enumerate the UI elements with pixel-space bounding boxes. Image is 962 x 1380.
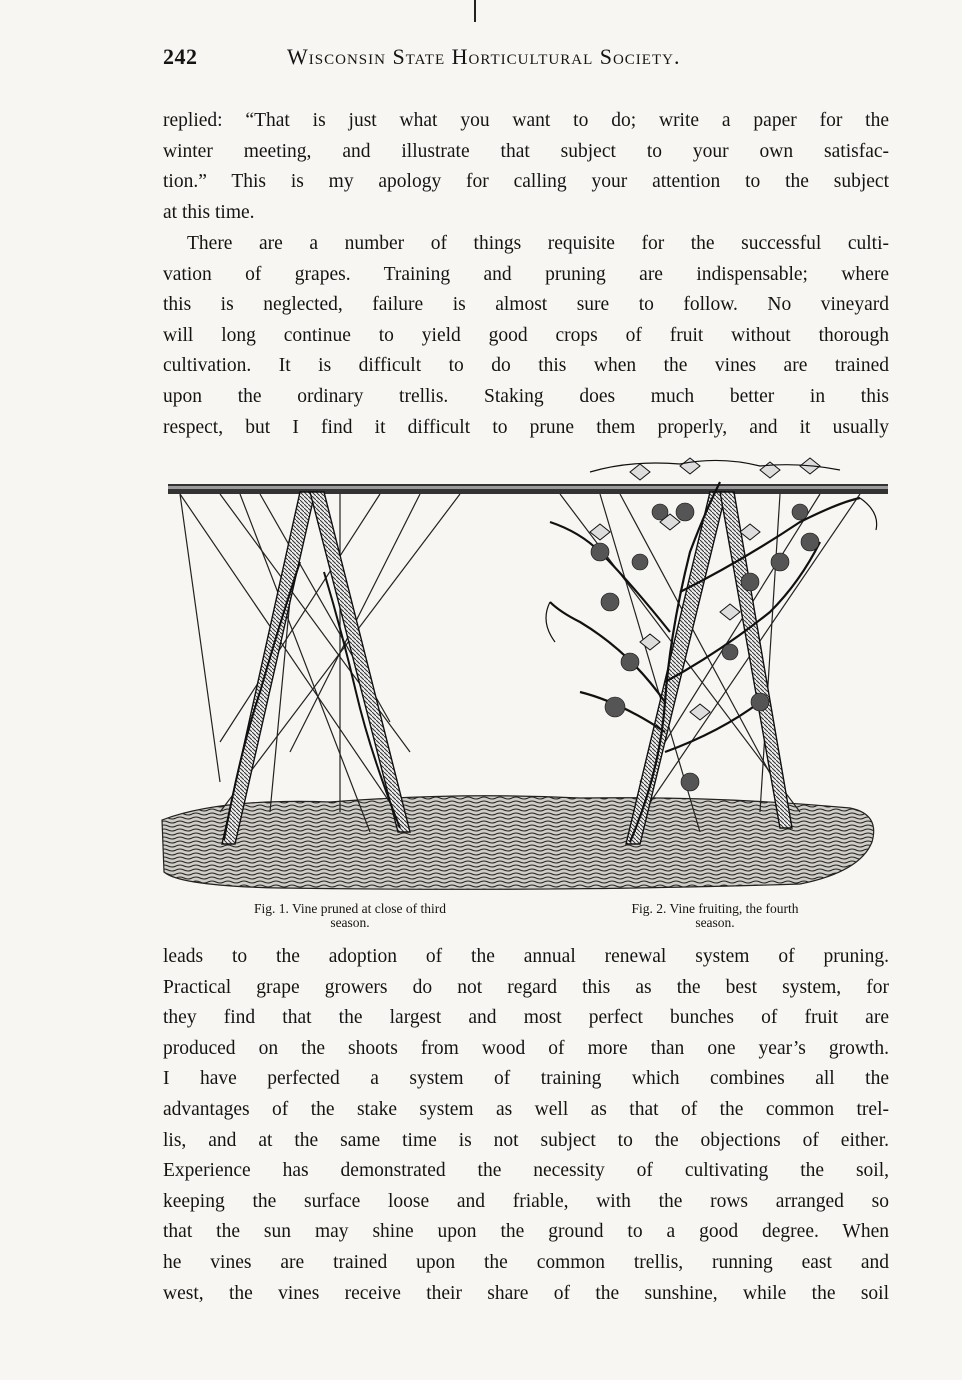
fig-1-trellis-wires (180, 494, 460, 832)
text-line: will long continue to yield good crops of fruit without thorough (163, 324, 889, 346)
caption-fig-2-line-1: Fig. 2. Vine fruiting, the fourth (631, 901, 799, 916)
text-line: cultivation. It is difficult to do this when the vines are trained (163, 355, 889, 377)
caption-fig-1 (190, 902, 510, 930)
scan-edge-mark (474, 0, 476, 22)
paragraph-renewal-system (163, 942, 889, 1309)
text-line: that the sun may shine upon the ground to a good degree. When (163, 1221, 889, 1243)
text-line: winter meeting, and illustrate that subject to your own satisfac- (163, 140, 889, 162)
text-line: Experience has demonstrated the necessity of cultivating the soil, (163, 1160, 889, 1182)
fig-2-leaves (590, 458, 820, 720)
text-line: lis, and at the same time is not subject to the objections of either. (163, 1129, 889, 1151)
caption-fig-2 (570, 902, 860, 930)
text-line: Practical grape growers do not regard this as the best system, for (163, 976, 889, 998)
running-title: Wisconsin State Horticultural Society. (287, 44, 681, 69)
caption-fig-1-line-1: Fig. 1. Vine pruned at close of third (253, 901, 447, 916)
figure-captions (160, 902, 894, 938)
text-line: There are a number of things requisite for the successful culti- (187, 233, 889, 254)
text-line: at this time. (163, 201, 255, 223)
text-line: he vines are trained upon the common trellis, running east and (163, 1251, 889, 1273)
text-line: vation of grapes. Training and pruning are indispensable; where (163, 263, 889, 285)
text-line: west, the vines receive their share of the sunshine, while the soil (163, 1282, 889, 1304)
text-line: keeping the surface loose and friable, with the rows arranged so (163, 1190, 889, 1212)
text-line: respect, but I find it difficult to prune them properly, and it usually (163, 416, 889, 438)
text-line: upon the ordinary trellis. Staking does much better in this (163, 385, 889, 407)
text-line: this is neglected, failure is almost sure to follow. No vineyard (163, 294, 889, 316)
caption-fig-1-line-2: season. (330, 915, 370, 930)
caption-fig-2-line-2: season. (695, 915, 735, 930)
text-line: produced on the shoots from wood of more than one year’s growth. (163, 1037, 889, 1059)
text-line: replied: “That is just what you want to do; write a paper for the (163, 110, 889, 131)
text-line: leads to the adoption of the annual renewal system of pruning. (163, 946, 889, 967)
page-header (163, 44, 889, 74)
text-line: tion.” This is my apology for calling your attention to the subject (163, 171, 889, 193)
vine-trellis-illustration (160, 452, 894, 892)
paragraph-requisites (163, 229, 889, 443)
text-line: I have perfected a system of training which combines all the (163, 1068, 889, 1090)
page-number: 242 (163, 44, 198, 69)
text-line: they find that the largest and most perfect bunches of fruit are (163, 1007, 889, 1029)
ground-soil (162, 796, 874, 890)
paragraph-continued (163, 106, 889, 228)
text-line: advantages of the stake system as well as that of the common trel- (163, 1098, 889, 1120)
